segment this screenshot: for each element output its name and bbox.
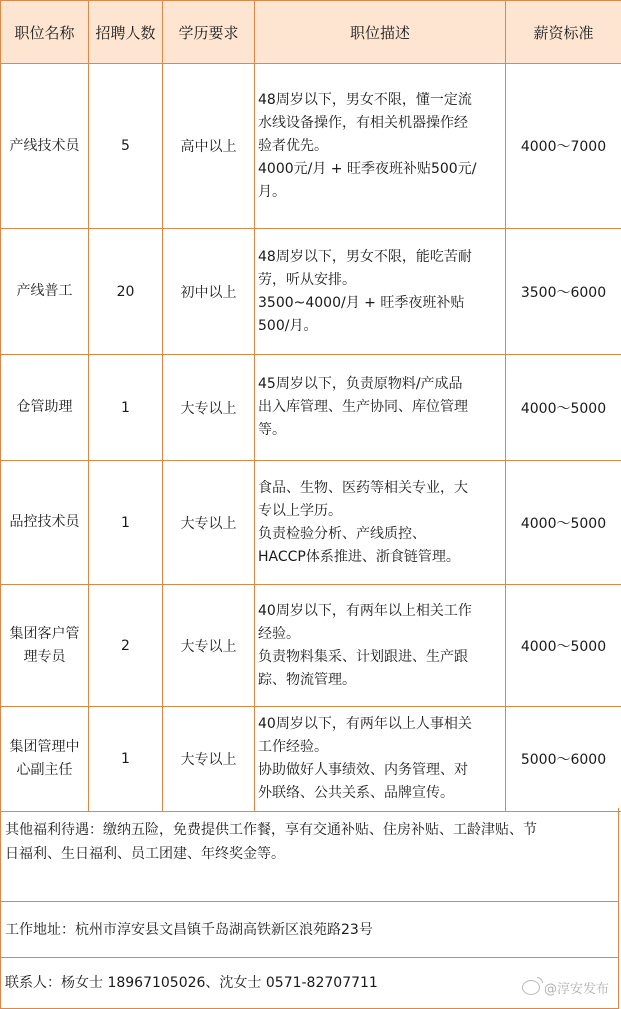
- benefits-line: 日福利、生日福利、员工团建、年终奖金等。: [5, 846, 285, 862]
- description-line: 外联络、公共关系、品牌宣传。: [258, 785, 454, 801]
- hire-count: 1: [89, 461, 163, 585]
- salary-range: 3500～6000: [506, 229, 621, 355]
- header-description: 职位描述: [255, 1, 506, 64]
- job-description: [255, 585, 506, 707]
- description-line: HACCP体系推进、浙食链管理。: [258, 548, 460, 565]
- hire-count: 20: [89, 229, 163, 355]
- job-description: [255, 707, 506, 812]
- description-line: 专以上学历。: [258, 502, 342, 519]
- description-line: 等。: [258, 422, 286, 438]
- salary-range: 4000～5000: [506, 585, 621, 707]
- watermark: [522, 978, 609, 997]
- description-line: 3500~4000/月 + 旺季夜班补贴: [258, 294, 465, 311]
- description-line: 48周岁以下，男女不限，能吃苦耐: [258, 248, 472, 265]
- position-name: [1, 229, 89, 355]
- description-line: 4000元/月 + 旺季夜班补贴500元/: [258, 160, 477, 177]
- description-line: 负责物料集采、计划跟进、生产跟: [258, 648, 468, 665]
- salary-range: 5000～6000: [506, 707, 621, 812]
- education-requirement: 大专以上: [163, 355, 255, 461]
- description-line: 踪、物流管理。: [258, 671, 356, 688]
- description-line: 45周岁以下，负责原物料/产成品: [258, 376, 463, 392]
- description-line: 工作经验。: [258, 739, 328, 755]
- table-row: [1, 707, 621, 812]
- position-name: [1, 707, 89, 812]
- table-row: [1, 64, 621, 229]
- education-requirement: 高中以上: [163, 64, 255, 229]
- description-line: 40周岁以下，有两年以上相关工作: [258, 602, 472, 619]
- position-name: [1, 64, 89, 229]
- description-line: 48周岁以下，男女不限，懂一定流: [258, 91, 472, 108]
- table-header-row: [1, 1, 621, 64]
- education-requirement: 大专以上: [163, 707, 255, 812]
- hire-count: 2: [89, 585, 163, 707]
- position-name-line: 集团客户管: [9, 625, 80, 642]
- table-row: [1, 229, 621, 355]
- description-line: 食品、生物、医药等相关专业，大: [258, 479, 468, 496]
- job-description: [255, 229, 506, 355]
- hire-count: 1: [89, 707, 163, 812]
- header-salary: 薪资标准: [506, 1, 621, 64]
- benefits-line: 其他福利待遇：缴纳五险，免费提供工作餐，享有交通补贴、住房补贴、工龄津贴、节: [5, 822, 537, 838]
- contact-info: 联系人：杨女士 18967105026、沈女士 0571-82707711: [5, 975, 378, 991]
- position-name-line: 心副主任: [16, 762, 73, 778]
- job-description: [255, 461, 506, 585]
- position-name-line: 产线普工: [16, 283, 73, 299]
- salary-range: 4000～7000: [506, 64, 621, 229]
- table-row: [1, 585, 621, 707]
- position-name-line: 产线技术员: [9, 137, 80, 154]
- salary-range: 4000～5000: [506, 355, 621, 461]
- position-name-line: 理专员: [23, 648, 66, 665]
- address-section: [0, 902, 619, 958]
- benefits-section: [0, 808, 619, 902]
- description-line: 负责检验分析、产线质控、: [258, 525, 426, 542]
- table-row: [1, 461, 621, 585]
- education-requirement: 初中以上: [163, 229, 255, 355]
- hire-count: 5: [89, 64, 163, 229]
- weibo-icon: [522, 980, 540, 995]
- position-name-line: 仓管助理: [16, 399, 73, 415]
- description-line: 验者优先。: [258, 137, 328, 154]
- description-line: 月。: [258, 183, 286, 200]
- table-row: [1, 355, 621, 461]
- description-line: 500/月。: [258, 317, 318, 334]
- education-requirement: 大专以上: [163, 461, 255, 585]
- description-line: 40周岁以下，有两年以上人事相关: [258, 716, 472, 732]
- position-name: [1, 585, 89, 707]
- description-line: 出入库管理、生产协同、库位管理: [258, 399, 468, 415]
- hire-count: 1: [89, 355, 163, 461]
- watermark-text: @淳安发布: [543, 982, 609, 997]
- position-name: [1, 461, 89, 585]
- header-count: 招聘人数: [89, 1, 163, 64]
- position-name: [1, 355, 89, 461]
- description-line: 劳，听从安排。: [258, 271, 356, 288]
- job-description: [255, 64, 506, 229]
- description-line: 经验。: [258, 625, 300, 642]
- header-education: 学历要求: [163, 1, 255, 64]
- job-description: [255, 355, 506, 461]
- education-requirement: 大专以上: [163, 585, 255, 707]
- header-position: 职位名称: [1, 1, 89, 64]
- position-name-line: 集团管理中: [9, 739, 80, 755]
- description-line: 水线设备操作，有相关机器操作经: [258, 114, 468, 131]
- salary-range: 4000～5000: [506, 461, 621, 585]
- description-line: 协助做好人事绩效、内务管理、对: [258, 762, 468, 778]
- work-address: 工作地址：杭州市淳安县文昌镇千岛湖高铁新区浪苑路23号: [5, 922, 373, 938]
- position-name-line: 品控技术员: [9, 514, 80, 530]
